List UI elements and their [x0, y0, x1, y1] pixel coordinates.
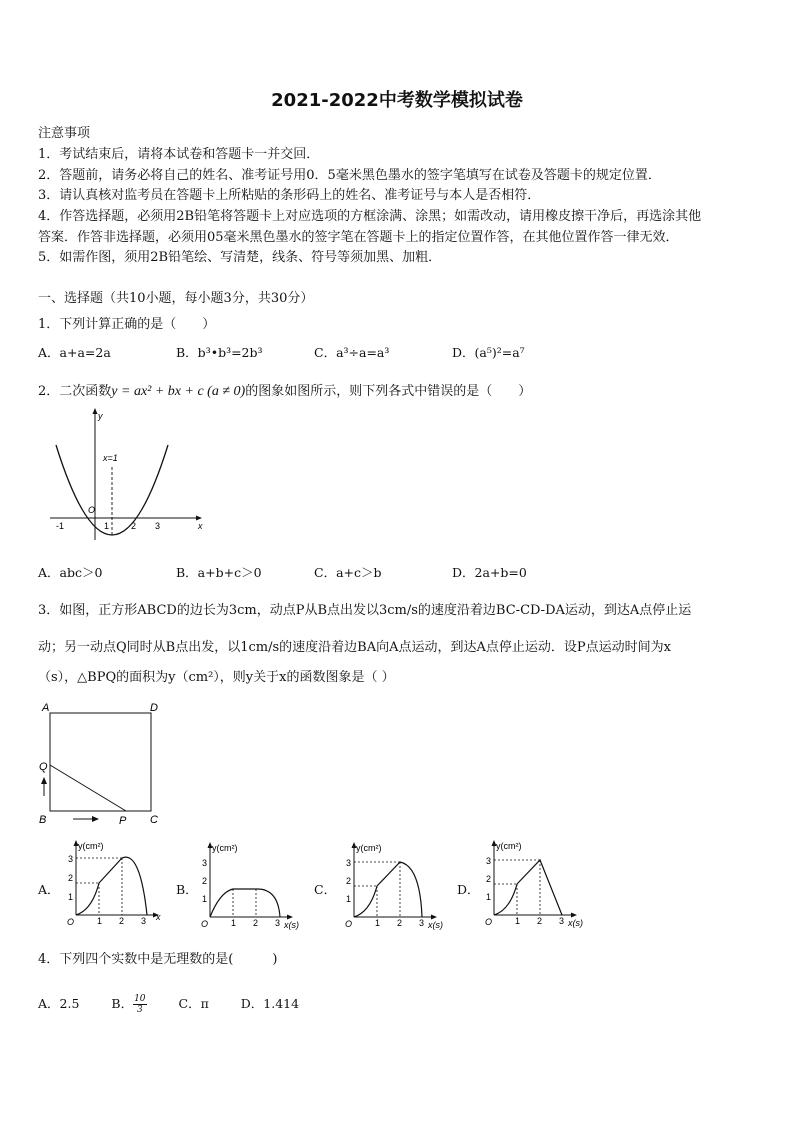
fraction-denominator: 3: [136, 1005, 143, 1015]
question-3-line: （s），△BPQ的面积为y（cm²），则y关于x的函数图象是（ ）: [38, 670, 395, 685]
q3a-x-tick: 1: [97, 916, 103, 926]
q3-option-c-label: C．: [314, 882, 337, 897]
q3-label-a: A: [42, 702, 50, 714]
q3-label-d: D: [150, 702, 158, 714]
q4-option-b: [111, 994, 146, 1015]
q2-origin-label: O: [88, 505, 96, 515]
q1-option-a: A．a+a=2a: [38, 345, 111, 360]
q3a-y-tick: 1: [68, 892, 74, 902]
q3d-y-unit: y(cm²): [496, 841, 522, 851]
notice-item: 4．作答选择题，必须用2B铅笔将答题卡上对应选项的方框涂满、涂黑；如需改动，请用橡皮擦干净后，再选涂其他: [38, 209, 702, 224]
q1-option-d: D．(a⁵)²=a⁷: [452, 345, 525, 360]
q3-label-b: B: [39, 814, 47, 826]
q3b-x-tick: 3: [275, 918, 281, 928]
q3d-y-tick: 3: [486, 856, 492, 866]
q3-option-a-graph: [62, 838, 167, 930]
q2-parabola-graph: [50, 405, 210, 545]
q3b-y-unit: y(cm²): [212, 843, 238, 853]
q3a-x-tick: 2: [119, 916, 125, 926]
q3-option-a-label: A．: [38, 882, 60, 897]
q2-y-label: y: [98, 411, 103, 421]
page-title: 2021-2022中考数学模拟试卷: [271, 90, 523, 111]
q4-option-c: C．π: [178, 996, 209, 1011]
q3-option-b-graph: [196, 840, 311, 932]
q3a-y-tick: 2: [68, 873, 74, 883]
question-2-stem: [38, 380, 531, 400]
fraction-numerator: 10: [134, 994, 146, 1004]
q2-option-c: C．a+c＞b: [314, 565, 382, 580]
q3-label-c: C: [150, 814, 158, 826]
q3a-y-tick: 3: [68, 854, 74, 864]
q4-options: [38, 994, 299, 1015]
q1-option-c: C．a³÷a=a³: [314, 345, 390, 360]
question-3-line: 动；另一动点Q同时从B点出发，以1cm/s的速度沿着边BA向A点运动，到达A点停止运动．设P点运动时间为x: [38, 640, 671, 655]
q3a-origin: O: [67, 917, 75, 927]
notice-item: 5．如需作图，须用2B铅笔绘、写清楚，线条、符号等须加黑、加粗．: [38, 250, 442, 265]
q3-label-q: Q: [39, 761, 48, 773]
q3d-x-tick: 2: [537, 916, 543, 926]
q3d-x-tick: 3: [559, 916, 565, 926]
q3b-x-tick: 1: [231, 918, 237, 928]
q2-x-label: x: [198, 521, 203, 531]
q3-option-c-graph: [340, 840, 455, 932]
q3a-x-tick: 3: [141, 916, 147, 926]
q2-axis-line-label: x=1: [103, 453, 118, 463]
q1-option-b: B．b³•b³=2b³: [176, 345, 263, 360]
q3c-y-tick: 1: [346, 894, 352, 904]
notice-item: 2．答题前，请务必将自己的姓名、准考证号用0．5毫米黑色墨水的签字笔填写在试卷及答题卡的规定位置．: [38, 168, 661, 183]
q3-option-d-label: D．: [457, 882, 480, 897]
q2-option-b: B．a+b+c＞0: [176, 565, 262, 580]
q3b-x-tick: 2: [253, 918, 259, 928]
q3c-x-tick: 2: [397, 918, 403, 928]
q3b-origin: O: [201, 919, 209, 929]
section-heading: 一、选择题（共10小题，每小题3分，共30分）: [38, 291, 314, 306]
q3-option-b-label: B．: [176, 882, 198, 897]
q3c-x-tick: 1: [375, 918, 381, 928]
q3c-y-tick: 2: [346, 876, 352, 886]
question-1-stem: 1．下列计算正确的是（ ）: [38, 317, 216, 332]
q3c-origin: O: [345, 919, 353, 929]
q3b-x-label: x(s): [284, 920, 299, 930]
q4-option-b-prefix: B．: [111, 996, 134, 1011]
notice-heading: 注意事项: [38, 126, 91, 141]
q2-tick-label: -1: [56, 521, 65, 531]
q4-option-b-fraction: [133, 994, 146, 1015]
q3c-x-tick: 3: [419, 918, 425, 928]
q2-stem-post: 的图象如图所示，则下列各式中错误的是（ ）: [245, 384, 532, 399]
question-3-line: 3．如图，正方形ABCD的边长为3cm，动点P从B点出发以3cm/s的速度沿着边BC-CD-DA运动，到达A点停止运: [38, 603, 692, 618]
q2-tick-label: 1: [104, 521, 110, 531]
q2-option-a: A．abc＞0: [38, 565, 103, 580]
q3a-x-label: x: [156, 912, 161, 922]
q3c-x-label: x(s): [428, 920, 443, 930]
q2-formula: y = ax² + bx + c (a ≠ 0): [111, 384, 246, 399]
q2-tick-label: 3: [155, 521, 161, 531]
q4-option-d: D．1.414: [240, 996, 300, 1011]
q2-stem-pre: 2．二次函数: [38, 384, 112, 399]
q3b-y-tick: 3: [202, 858, 208, 868]
q3a-y-unit: y(cm²): [78, 841, 104, 851]
q3d-x-label: x(s): [568, 918, 583, 928]
q3-option-d-graph: [480, 838, 595, 930]
q3d-y-tick: 2: [486, 874, 492, 884]
notice-item: 答案．作答非选择题，必须用05毫米黑色墨水的签字笔在答题卡上的指定位置作答，在其他位置作答一律无效．: [38, 230, 679, 245]
q3-label-p: P: [119, 815, 127, 827]
q2-tick-label: 2: [131, 521, 137, 531]
q4-option-a: A．2.5: [38, 996, 80, 1011]
q3c-y-unit: y(cm²): [356, 843, 382, 853]
q3b-y-tick: 1: [202, 894, 208, 904]
q3d-origin: O: [485, 917, 493, 927]
notice-item: 1．考试结束后，请将本试卷和答题卡一并交回．: [38, 147, 320, 162]
q3d-x-tick: 1: [515, 916, 521, 926]
q3d-y-tick: 1: [486, 892, 492, 902]
notice-item: 3．请认真核对监考员在答题卡上所粘贴的条形码上的姓名、准考证号与本人是否相符．: [38, 188, 541, 203]
question-4-stem: 4．下列四个实数中是无理数的是( ): [38, 952, 278, 967]
q3c-y-tick: 3: [346, 858, 352, 868]
q3b-y-tick: 2: [202, 876, 208, 886]
q3-square-figure: [36, 700, 176, 830]
q2-option-d: D．2a+b=0: [452, 565, 527, 580]
